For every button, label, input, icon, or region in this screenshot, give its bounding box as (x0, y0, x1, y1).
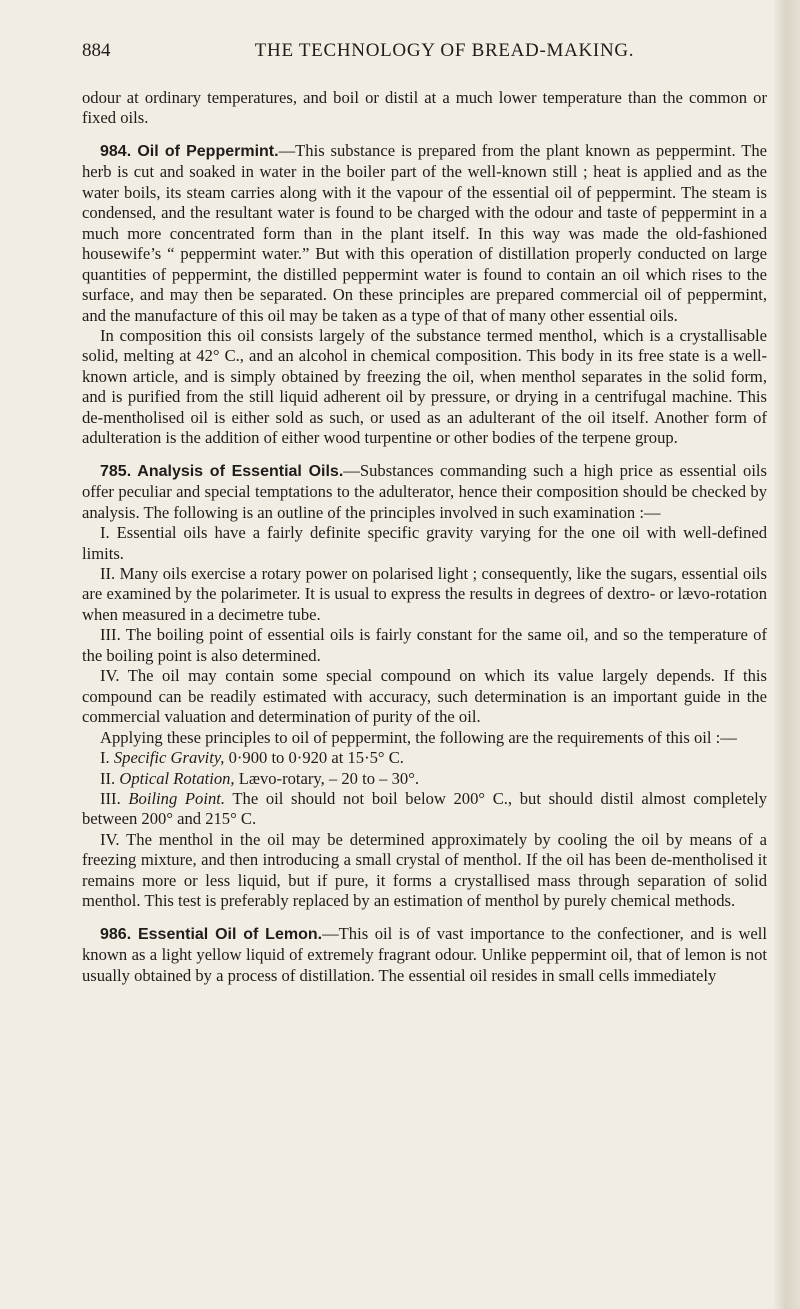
section-986-title: Essential Oil of Lemon. (137, 925, 323, 943)
section-986-number: 986. (100, 925, 132, 943)
principle-3: III. The boiling point of essential oils is fairly constant for the same oil, and so the temperature of the boiling point is also determined. (82, 625, 767, 665)
principle-4: IV. The oil may contain some special compound on which its value largely depends. If this compound can be readily estimated with accuracy, such determination is an important guide in the commercial valuation and determination of purity of the oil. (82, 666, 767, 727)
requirement-4: IV. The menthol in the oil may be determined approximately by cooling the oil by means of a freezing mixture, and then introducing a small crystal of menthol. If the oil has been de-mentholised it remains more or less liquid, but if pure, it forms a crystallised mass through separation of solid menthol. This test is preferably replaced by an estimation of menthol by purely chemical methods. (82, 829, 767, 911)
requirement-2 (82, 769, 767, 789)
running-title: THE TECHNOLOGY OF BREAD-MAKING. (254, 40, 635, 61)
requirement-3 (82, 789, 767, 830)
requirements-intro: Applying these principles to oil of peppermint, the following are the requirements of this oil :— (100, 727, 737, 747)
requirement-3-label: Boiling Point. (128, 788, 226, 808)
section-986-text: —This oil is of vast importance to the confectioner, and is well known as a light yellow liquid of extremely fragrant odour. Unlike peppermint oil, that of lemon is not usually obtained by a process of distillation. The essential oil resides in small cells immediately (82, 923, 768, 985)
requirement-1-text: 0·900 to 0·920 at 15·5° C. (224, 748, 404, 768)
section-985-title: Analysis of Essential Oils. (137, 462, 344, 480)
section-985-heading (100, 463, 343, 480)
intro-paragraph: odour at ordinary temperatures, and boil or distil at a much lower temperature than the common or fixed oils. (82, 88, 767, 128)
section-985-number: 785. (100, 462, 132, 480)
page-edge-shadow (774, 0, 800, 1309)
page-number: 884 (82, 40, 111, 61)
requirement-1-number: I. (100, 748, 110, 768)
principle-1: I. Essential oils have a fairly definite specific gravity varying for the one oil with well-defined limits. (82, 523, 767, 563)
requirement-3-text: The oil should not boil below 200° C., but should distil almost completely between 200° and 215° C. (82, 788, 767, 829)
section-984-paragraph-2: In composition this oil consists largely of the substance termed menthol, which is a crystallisable solid, melting at 42° C., and an alcohol in chemical composition. This body in its free state is a well-known article, and is simply obtained by freezing the oil, when menthol separates in the solid form, and is purified from the still liquid adherent oil by pressure, or drying in a centrifugal machine. This de-mentholised oil is either sold as such, or used as an adulterant of the oil itself. Another form of adulteration is the addition of either wood turpentine or other bodies of the terpene group. (82, 325, 767, 448)
section-985-text: —Substances commanding such a high price as essential oils offer peculiar and special temptations to the adulterator, hence their composition should be checked by analysis. The following is an outline of the principles involved in such examination :— (82, 460, 768, 522)
page-body (82, 88, 767, 986)
section-984-number: 984. (100, 142, 132, 160)
requirement-1 (82, 748, 767, 768)
section-986-heading (100, 926, 322, 943)
section-984-title: Oil of Peppermint. (137, 142, 279, 160)
section-984-text: —This substance is prepared from the plant known as peppermint. The herb is cut and soaked in water in the boiler part of the well-known still ; heat is applied and as the water boils, its steam carries along with it the vapour of the essential oil of peppermint. The steam is condensed, and the resultant water is found to be charged with the odour and taste of peppermint in a much more concentrated form than in the plant itself. In this way was made the old-fashioned housewife’s “ peppermint water.” But with this operation of distillation properly conducted on large quantities of peppermint, the distilled peppermint water is found to contain an oil which rises to the surface, and may then be separated. On these principles are prepared commercial oil of peppermint, and the manufacture of this oil may be taken as a type of that of many other essential oils. (82, 140, 767, 325)
requirement-3-number: III. (100, 788, 121, 808)
book-page (82, 0, 767, 986)
principle-2: II. Many oils exercise a rotary power on polarised light ; consequently, like the sugars, essential oils are examined by the polarimeter. It is usual to express the results in degrees of dextro- or lævo-rotation when measured in a decimetre tube. (82, 563, 767, 624)
section-986-paragraph (82, 924, 767, 986)
page-header (82, 40, 767, 80)
requirement-2-label: Optical Rotation, (119, 768, 235, 788)
requirement-2-text: Lævo-rotary, – 20 to – 30°. (234, 768, 419, 788)
requirement-1-label: Specific Gravity, (113, 748, 225, 768)
section-985-paragraph (82, 461, 767, 523)
requirement-2-number: II. (100, 768, 116, 788)
section-984-paragraph (82, 141, 767, 326)
section-984-heading (100, 143, 279, 160)
